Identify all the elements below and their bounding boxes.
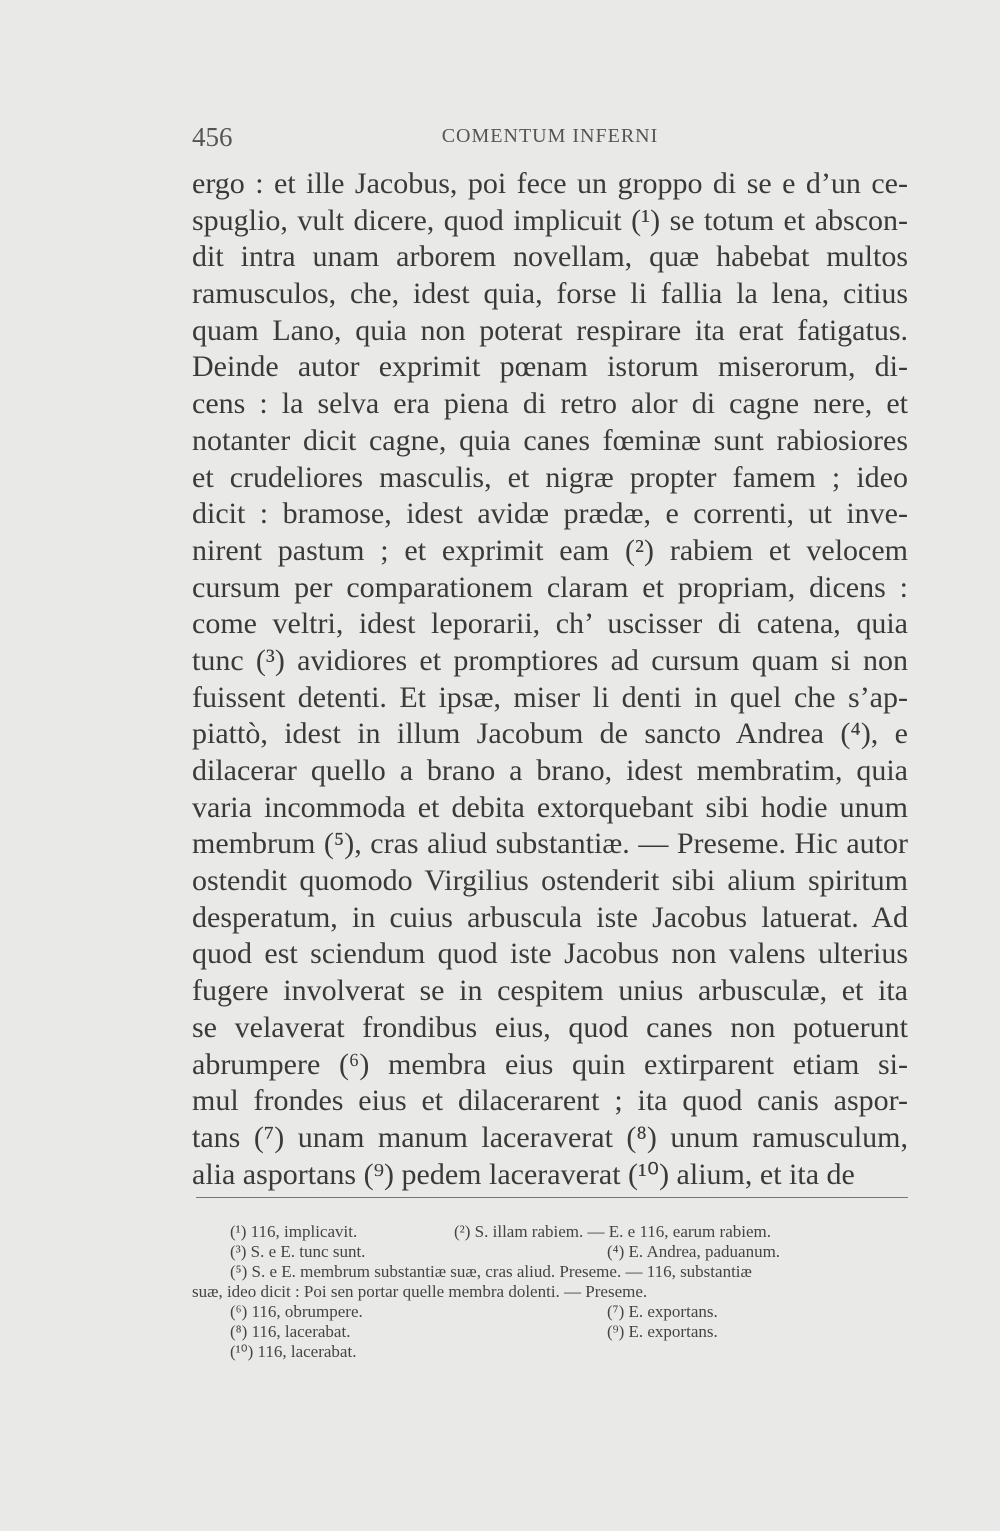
text-line: tunc (³) avidiores et promptiores ad cursum quam si non <box>192 643 908 677</box>
footnote-continuation: suæ, ideo dicit : Poi sen portar quelle membra dolenti. — Preseme. <box>192 1282 648 1301</box>
text-line: notanter dicit cagne, quia canes fœminæ sunt rabiosiores <box>192 423 908 457</box>
text-line: ergo : et ille Jacobus, poi fece un groppo di se e d’un ce- <box>192 167 908 200</box>
footnote-row <box>192 1222 908 1242</box>
text-line: ostendit quomodo Virgilius ostenderit sibi alium spiritum <box>192 864 908 898</box>
text-line: membrum (⁵), cras aliud substantiæ. — Preseme. Hic autor <box>192 827 908 861</box>
text-line: et crudeliores masculis, et nigræ propter famem ; ideo <box>192 460 908 494</box>
text-line: alia asportans (⁹) pedem laceraverat (¹⁰) alium, et ita de <box>192 1157 855 1191</box>
footnote-row <box>192 1322 908 1342</box>
footnote: (¹) 116, implicavit. <box>230 1222 358 1241</box>
text-line: ramusculos, che, idest quia, forse li fallia la lena, citius <box>192 277 908 311</box>
footnote: (⁴) E. Andrea, paduanum. <box>607 1242 781 1261</box>
footnote-divider <box>196 1197 908 1198</box>
footnote: (⁸) 116, lacerabat. <box>230 1322 351 1341</box>
text-line: dicit : bramose, idest avidæ prædæ, e correnti, ut inve- <box>192 497 908 531</box>
footnote-row <box>192 1242 908 1262</box>
text-line: spuglio, vult dicere, quod implicuit (¹) se totum et abscon- <box>192 203 908 237</box>
text-line: abrumpere (⁶) membra eius quin extirparent etiam si- <box>192 1047 908 1081</box>
footnote-row <box>192 1302 908 1322</box>
text-line: quam Lano, quia non poterat respirare ita erat fatigatus. <box>192 313 908 347</box>
text-line: fugere involverat se in cespitem unius arbusculæ, et ita <box>192 974 908 1008</box>
text-line: desperatum, in cuius arbuscula iste Jacobus latuerat. Ad <box>192 900 908 934</box>
text-line: piattò, idest in illum Jacobum de sancto Andrea (⁴), e <box>192 717 908 751</box>
text-line: mul frondes eius et dilacerarent ; ita quod canis aspor- <box>192 1084 908 1118</box>
text-line: cens : la selva era piena di retro alor di cagne nere, et <box>192 387 908 421</box>
footnotes <box>192 1222 908 1362</box>
text-line: nirent pastum ; et exprimit eam (²) rabiem et velocem <box>192 533 908 567</box>
text-line: fuissent detenti. Et ipsæ, miser li denti in quel che s’ap- <box>192 680 908 714</box>
text-line: quod est sciendum quod iste Jacobus non valens ulterius <box>192 937 908 971</box>
page-header <box>192 122 908 152</box>
text-line: se velaverat frondibus eius, quod canes non potuerunt <box>192 1010 908 1044</box>
text-line: tans (⁷) unam manum laceraverat (⁸) unum ramusculum, <box>192 1120 908 1154</box>
text-line: come veltri, idest leporarii, ch’ uscisser di catena, quia <box>192 607 908 641</box>
footnote: (²) S. illam rabiem. — E. e 116, earum rabiem. <box>454 1222 771 1241</box>
text-line: cursum per comparationem claram et propriam, dicens : <box>192 570 908 604</box>
page-number: 456 <box>192 122 233 152</box>
text-line: dit intra unam arborem novellam, quæ habebat multos <box>192 240 908 274</box>
text-line: dilacerar quello a brano a brano, idest membratim, quia <box>192 754 908 787</box>
footnote: (¹⁰) 116, lacerabat. <box>230 1342 357 1361</box>
footnote: (⁶) 116, obrumpere. <box>230 1302 363 1321</box>
text-line: Deinde autor exprimit pœnam istorum miserorum, di- <box>192 350 908 384</box>
footnote: (⁵) S. e E. membrum substantiæ suæ, cras aliud. Preseme. — 116, substantiæ <box>230 1262 752 1281</box>
footnote: (³) S. e E. tunc sunt. <box>230 1242 366 1261</box>
running-title: COMENTUM INFERNI <box>441 125 659 147</box>
footnote: (⁹) E. exportans. <box>607 1322 718 1341</box>
text-line: varia incommoda et debita extorquebant sibi hodie unum <box>192 790 908 824</box>
footnote: (⁷) E. exportans. <box>607 1302 718 1321</box>
main-text <box>192 166 908 1193</box>
